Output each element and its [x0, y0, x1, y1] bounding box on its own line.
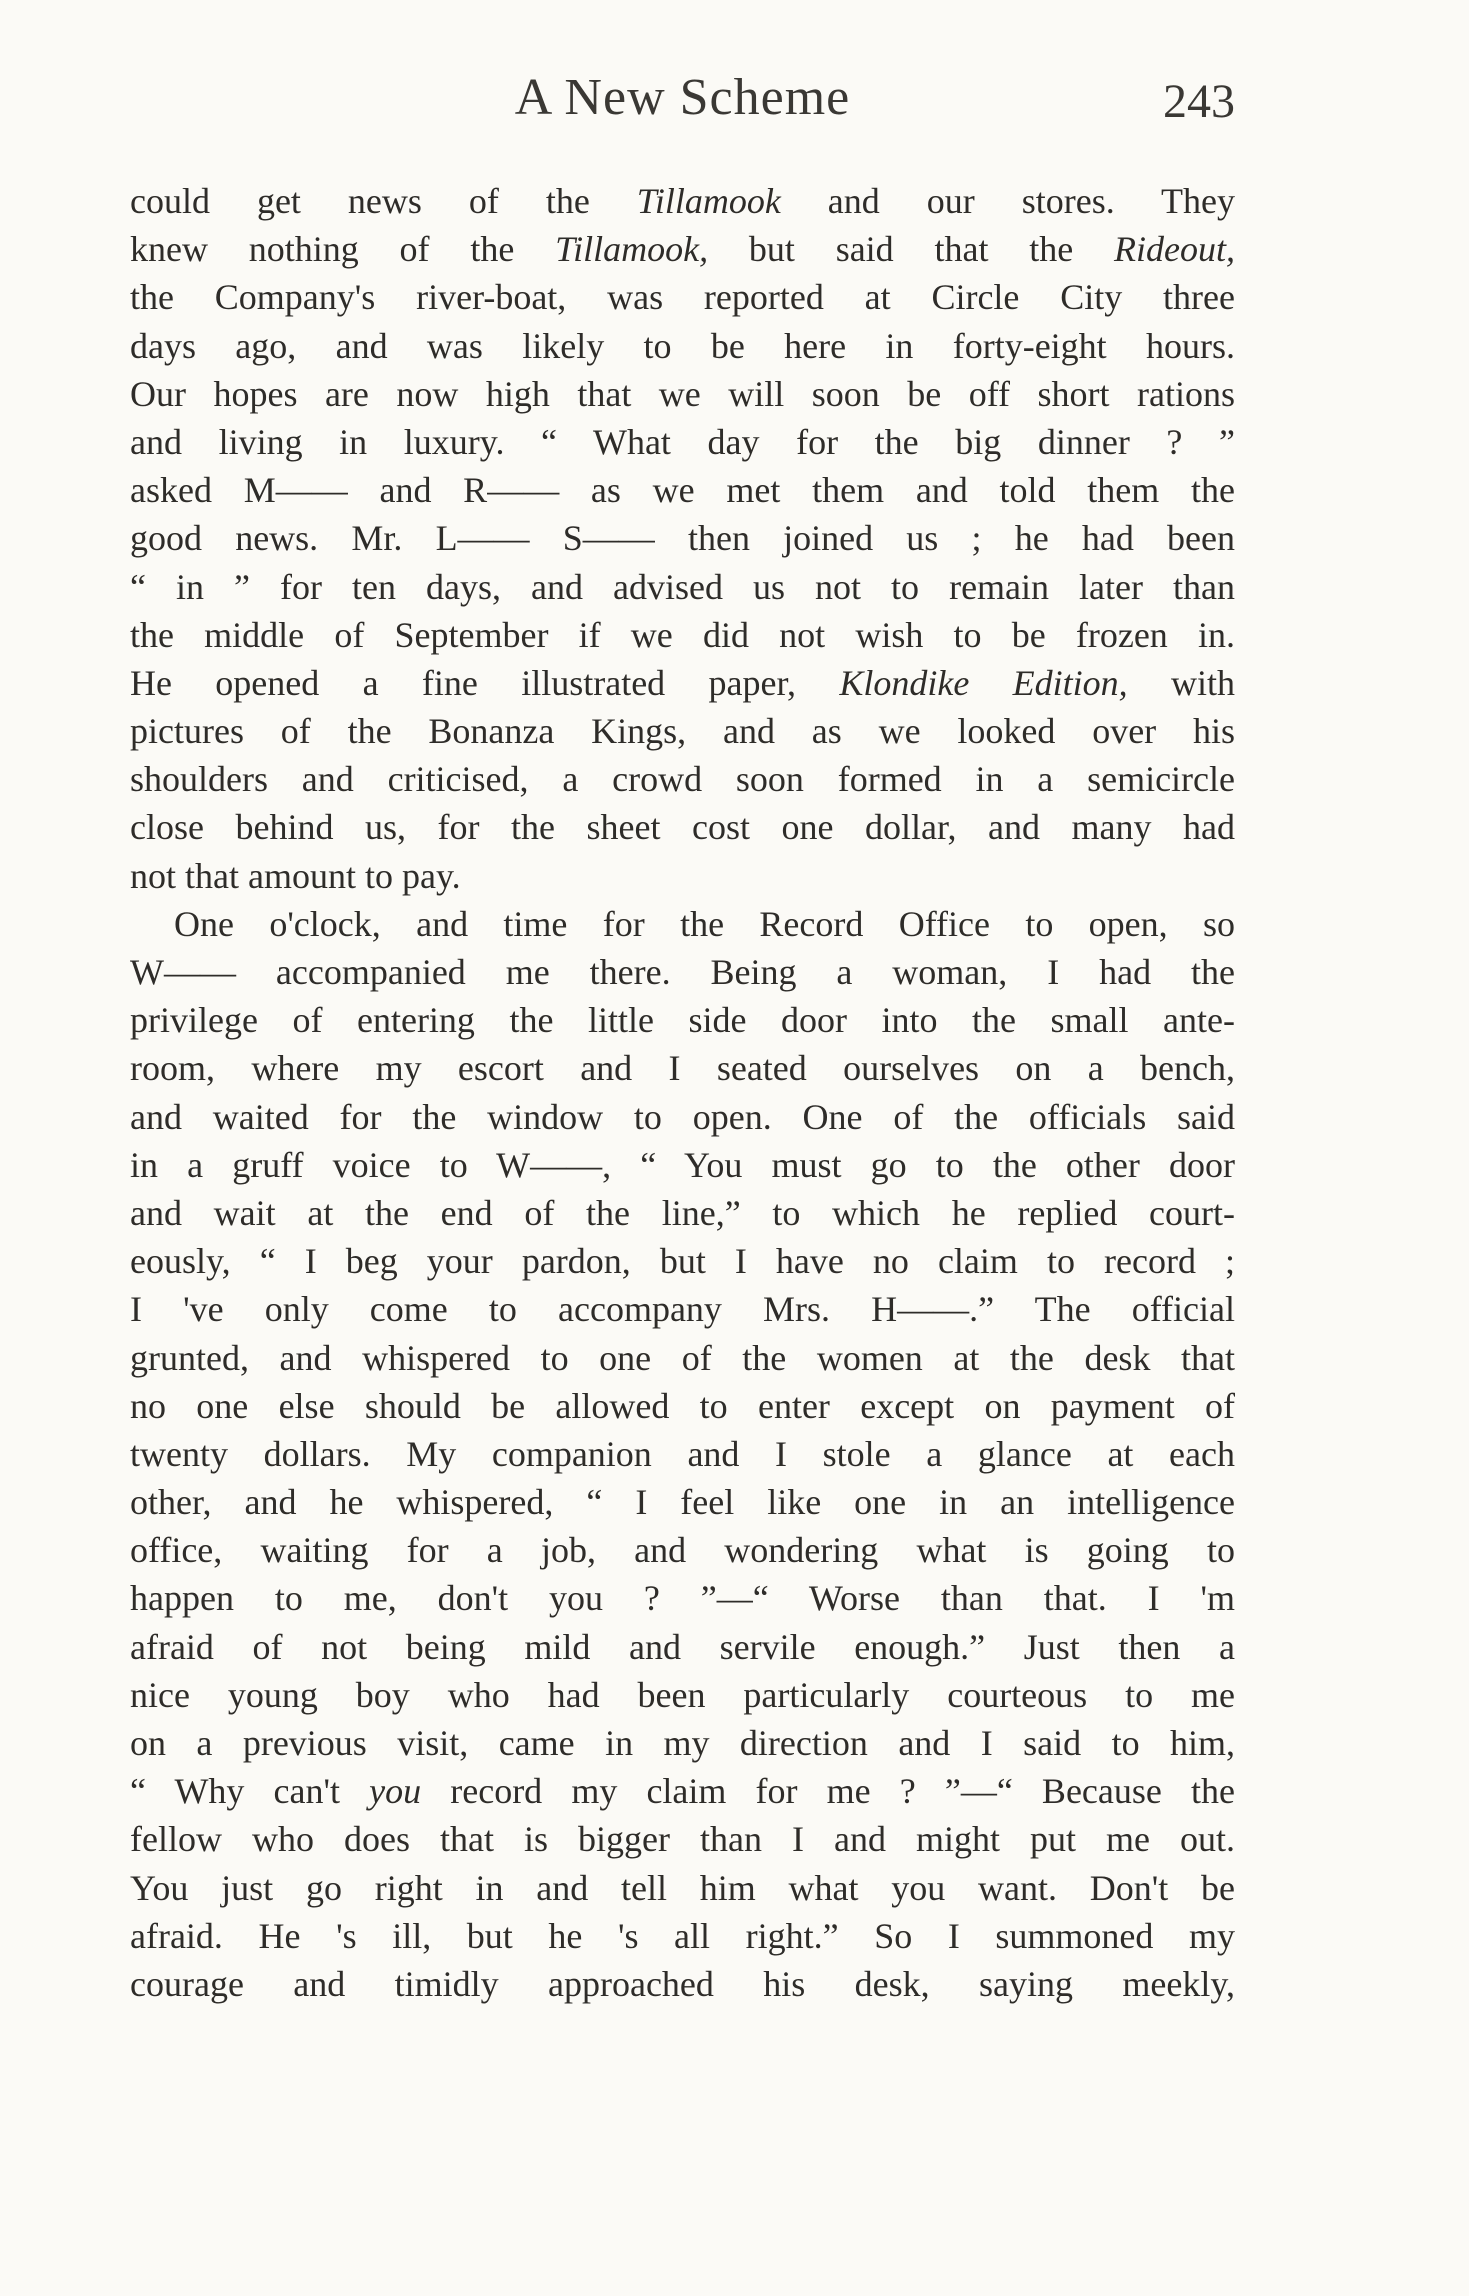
text-run: the Company's river-boat, was reported at Circle City three [130, 277, 1235, 318]
text-line [130, 611, 1235, 659]
text-line [130, 1864, 1235, 1912]
text-run: and our stores. They [780, 181, 1235, 221]
text-run: could get news of the [130, 181, 637, 221]
text-run: He opened a fine illustrated paper, [130, 662, 840, 703]
text-line [130, 1189, 1235, 1237]
text-line [130, 563, 1235, 611]
text-line [130, 755, 1235, 803]
text-run: grunted, and whispered to one of the women at the desk that [130, 1337, 1235, 1378]
text-line [130, 273, 1235, 321]
text-line [130, 1526, 1235, 1574]
text-line [130, 1237, 1235, 1285]
text-line [130, 1671, 1235, 1719]
text-run: other, and he whispered, “ I feel like one in an intelligence [130, 1482, 1235, 1523]
text-line [130, 996, 1235, 1044]
text-line [130, 177, 1235, 225]
text-run: close behind us, for the sheet cost one dollar, and many had [130, 807, 1235, 848]
text-run: good news. Mr. L—— S—— then joined us ; he had been [130, 518, 1235, 559]
text-line [130, 1044, 1235, 1092]
text-line [130, 707, 1235, 755]
text-run: in a gruff voice to W——, “ You must go to the other door [130, 1144, 1235, 1185]
text-line [130, 1478, 1235, 1526]
text-run: You just go right in and tell him what you want. Don't be [130, 1867, 1235, 1908]
text-line [130, 225, 1235, 273]
text-line [130, 852, 1235, 900]
text-line [130, 1767, 1235, 1815]
italic-text: Rideout, [1114, 229, 1235, 270]
text-run: and wait at the end of the line,” to which he replied court- [130, 1192, 1235, 1233]
running-title: A New Scheme [514, 69, 851, 126]
italic-text: Klondike Edition, [839, 662, 1128, 703]
text-run: happen to me, don't you ? ”—“ Worse than that. I 'm [130, 1578, 1235, 1619]
text-line [130, 1719, 1235, 1767]
text-run: on a previous visit, came in my direction and I said to him, [130, 1723, 1235, 1763]
text-run: I 've only come to accompany Mrs. H——.” The official [130, 1289, 1235, 1330]
text-line [130, 803, 1235, 851]
text-run: afraid of not being mild and servile enough.” Just then a [130, 1626, 1235, 1667]
text-line [130, 1815, 1235, 1863]
text-line [130, 659, 1235, 707]
text-run: courage and timidly approached his desk, saying meekly, [130, 1963, 1235, 2004]
text-run: afraid. He 's ill, but he 's all right.” So I summoned my [130, 1915, 1235, 1956]
text-run: Our hopes are now high that we will soon be off short rations [130, 373, 1235, 414]
text-run: room, where my escort and I seated ourselves on a bench, [130, 1048, 1235, 1089]
text-run: asked M—— and R—— as we met them and told them the [130, 470, 1235, 511]
text-line [130, 322, 1235, 370]
text-run: nice young boy who had been particularly courteous to me [130, 1674, 1235, 1715]
text-run: knew nothing of the [130, 229, 556, 270]
text-line [130, 948, 1235, 996]
text-run: but said that the [708, 229, 1115, 270]
text-run: days ago, and was likely to be here in forty-eight hours. [130, 325, 1235, 366]
text-run: twenty dollars. My companion and I stole a glance at each [130, 1433, 1235, 1474]
body-text [130, 177, 1235, 2008]
text-run: “ in ” for ten days, and advised us not to remain later than [130, 566, 1235, 607]
text-run: W—— accompanied me there. Being a woman, I had the [130, 952, 1235, 992]
text-run: and waited for the window to open. One of the officials said [130, 1096, 1235, 1137]
text-line [130, 900, 1235, 948]
text-line [130, 1285, 1235, 1333]
text-run: the middle of September if we did not wish to be frozen in. [130, 614, 1235, 655]
text-line [130, 1093, 1235, 1141]
text-run: eously, “ I beg your pardon, but I have no claim to record ; [130, 1241, 1235, 1282]
text-run: “ Why can't [130, 1771, 370, 1812]
text-line [130, 1430, 1235, 1478]
italic-text: you [369, 1771, 422, 1812]
text-line [130, 1574, 1235, 1622]
text-run: fellow who does that is bigger than I and might put me out. [130, 1819, 1235, 1860]
text-line [130, 466, 1235, 514]
text-run: shoulders and criticised, a crowd soon formed in a semicircle [130, 759, 1235, 800]
text-line [130, 1623, 1235, 1671]
page-header [130, 68, 1235, 148]
text-line [130, 1334, 1235, 1382]
text-run: privilege of entering the little side door into the small ante- [130, 1000, 1235, 1041]
italic-text: Tillamook, [555, 229, 709, 270]
text-line [130, 1960, 1235, 2008]
text-run: no one else should be allowed to enter except on payment of [130, 1385, 1235, 1426]
text-run: with [1127, 662, 1235, 703]
text-line [130, 1382, 1235, 1430]
text-run: One o'clock, and time for the Record Office to open, so [174, 903, 1235, 944]
text-line [130, 370, 1235, 418]
text-line [130, 1141, 1235, 1189]
text-run: pictures of the Bonanza Kings, and as we looked over his [130, 711, 1235, 752]
text-run: and living in luxury. “ What day for the big dinner ? ” [130, 421, 1235, 462]
text-line [130, 418, 1235, 466]
italic-text: Tillamook [636, 181, 781, 221]
text-run: office, waiting for a job, and wondering what is going to [130, 1530, 1235, 1571]
text-run: not that amount to pay. [130, 855, 461, 896]
page-number: 243 [1163, 75, 1235, 128]
text-line [130, 1912, 1235, 1960]
text-line [130, 514, 1235, 562]
text-run: record my claim for me ? ”—“ Because the [421, 1771, 1235, 1812]
